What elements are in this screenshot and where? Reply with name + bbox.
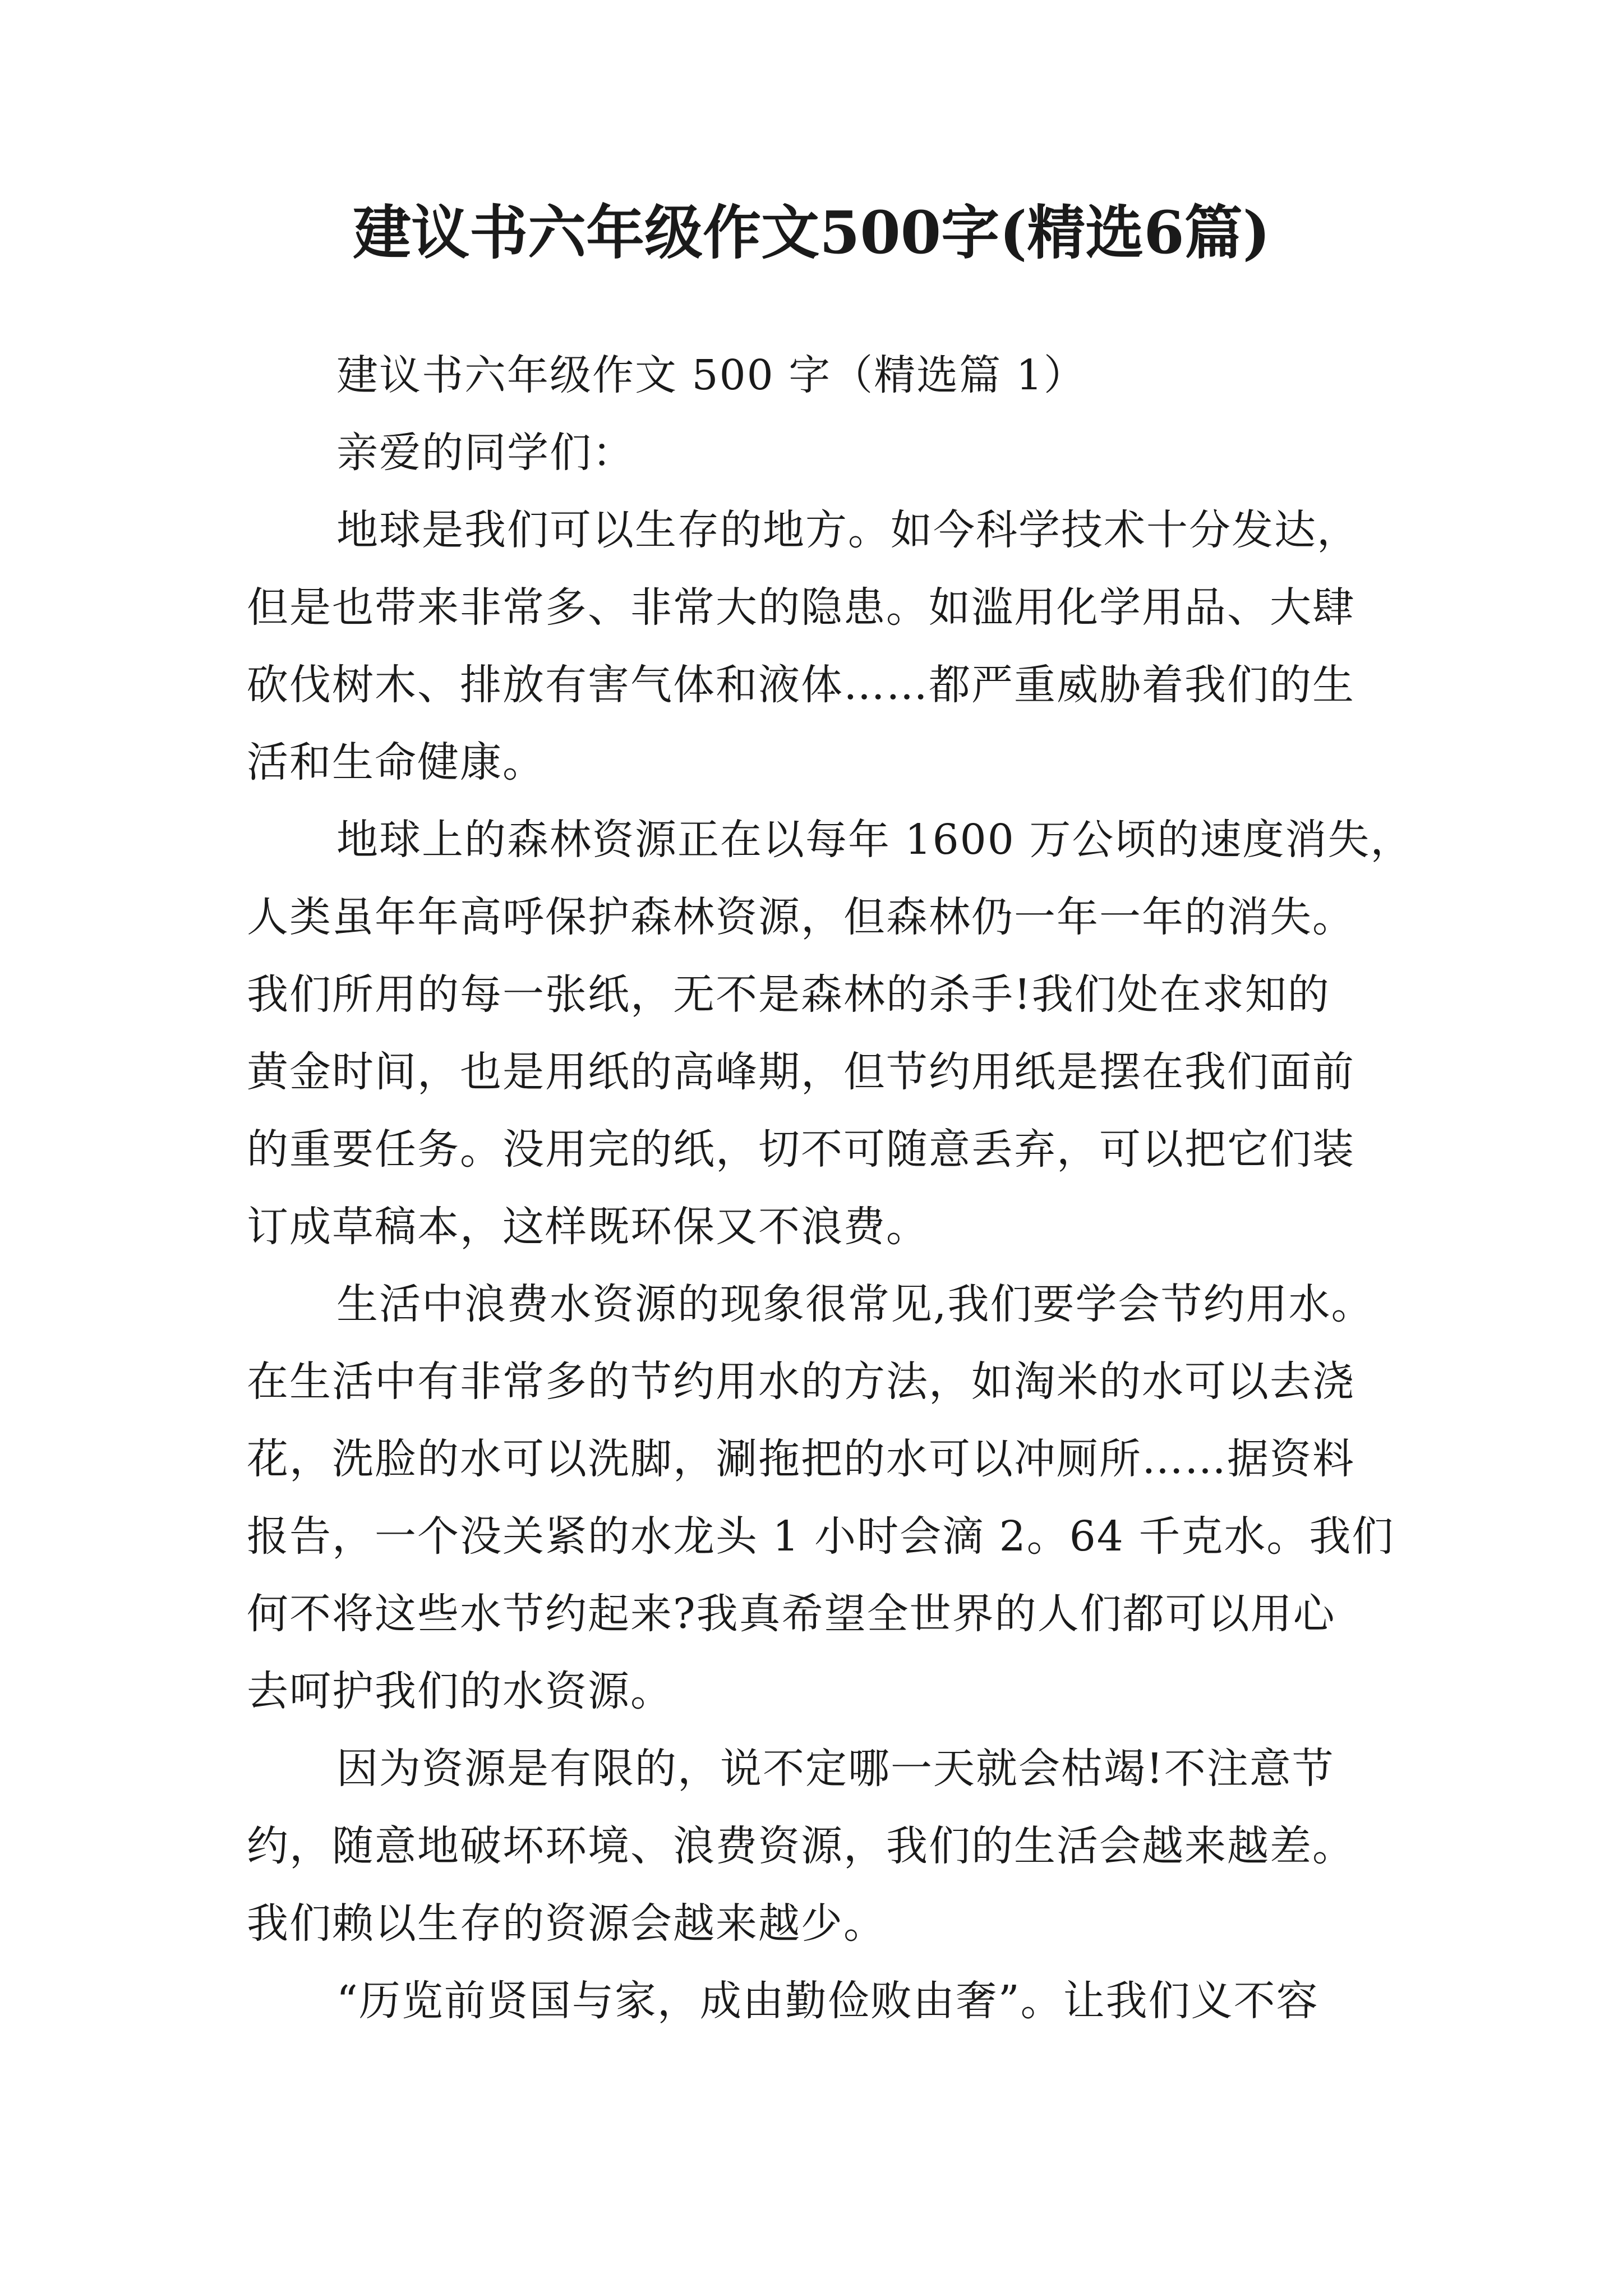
paragraph-line: 在生活中有非常多的节约用水的方法，如淘米的水可以去浇 — [247, 1358, 1355, 1406]
paragraph-line: 花，洗脸的水可以洗脚，涮拖把的水可以冲厕所……据资料 — [247, 1435, 1355, 1483]
paragraph-line: 地球上的森林资源正在以每年 1600 万公顷的速度消失， — [336, 816, 1413, 864]
paragraph-line: 砍伐树木、排放有害气体和液体……都严重威胁着我们的生 — [247, 661, 1355, 709]
paragraph-line: 的重要任务。没用完的纸，切不可随意丢弃，可以把它们装 — [247, 1125, 1355, 1174]
section-heading: 建议书六年级作文 500 字（精选篇 1） — [336, 351, 1086, 399]
paragraph-line: 地球是我们可以生存的地方。如今科学技术十分发达， — [336, 506, 1359, 554]
paragraph-line: 订成草稿本，这样既环保又不浪费。 — [247, 1203, 929, 1251]
document-title: 建议书六年级作文500字(精选6篇) — [353, 198, 1270, 267]
paragraph-line: 生活中浪费水资源的现象很常见,我们要学会节约用水。 — [336, 1280, 1374, 1328]
paragraph-line: 去呵护我们的水资源。 — [247, 1667, 673, 1715]
paragraph-line: 报告，一个没关紧的水龙头 1 小时会滴 2。64 千克水。我们 — [247, 1512, 1395, 1561]
paragraph-line: 我们赖以生存的资源会越来越少。 — [247, 1899, 886, 1948]
paragraph-line: “历览前贤国与家，成由勤俭败由奢”。让我们义不容 — [336, 1977, 1319, 2025]
salutation: 亲爱的同学们： — [336, 429, 635, 477]
paragraph-line: 活和生命健康。 — [247, 738, 545, 786]
paragraph-line: 人类虽年年高呼保护森林资源，但森林仍一年一年的消失。 — [247, 893, 1355, 941]
paragraph-line: 何不将这些水节约起来?我真希望全世界的人们都可以用心 — [247, 1590, 1336, 1638]
paragraph-line: 因为资源是有限的，说不定哪一天就会枯竭!不注意节 — [336, 1745, 1335, 1793]
paragraph-line: 约，随意地破坏环境、浪费资源，我们的生活会越来越差。 — [247, 1822, 1355, 1870]
paragraph-line: 但是也带来非常多、非常大的隐患。如滥用化学用品、大肆 — [247, 583, 1355, 632]
paragraph-line: 我们所用的每一张纸，无不是森林的杀手!我们处在求知的 — [247, 970, 1330, 1019]
paragraph-line: 黄金时间，也是用纸的高峰期，但节约用纸是摆在我们面前 — [247, 1048, 1355, 1096]
document-body — [247, 337, 1413, 2040]
